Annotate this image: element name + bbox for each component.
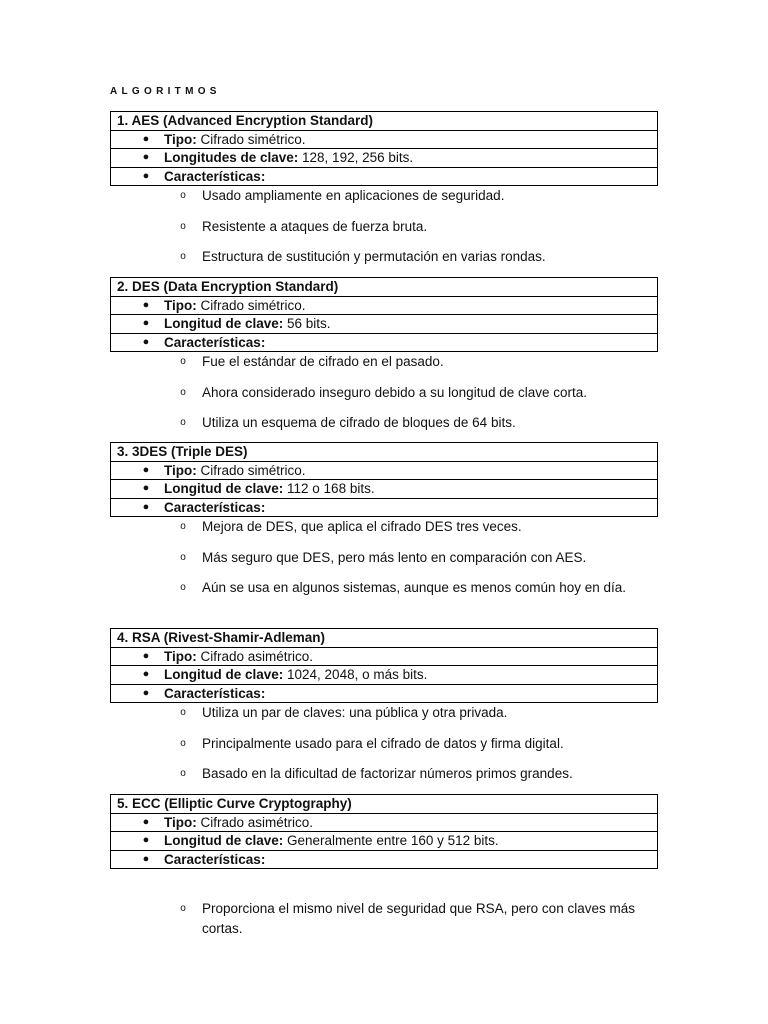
circle-bullet-icon: o <box>180 737 186 749</box>
caracteristicas-list <box>110 899 658 939</box>
tipo-label: Tipo: <box>164 814 197 830</box>
bullet-icon: ● <box>142 298 150 311</box>
list-item-text: Principalmente usado para el cifrado de datos y firma digital. <box>202 735 564 751</box>
list-item <box>110 247 658 267</box>
list-item-text: Basado en la dificultad de factorizar números primos grandes. <box>202 766 573 781</box>
bullet-icon: ● <box>142 151 150 163</box>
section-des <box>110 277 658 444</box>
clave-row <box>111 149 657 168</box>
circle-bullet-icon: o <box>180 521 186 532</box>
clave-row <box>111 315 657 334</box>
circle-bullet-icon: o <box>180 903 186 914</box>
bullet-icon: ● <box>142 834 150 846</box>
circle-bullet-icon: o <box>180 768 186 779</box>
list-item-text: Utiliza un esquema de cifrado de bloques de 64 bits. <box>202 415 516 430</box>
section-3des <box>110 442 658 609</box>
bullet-icon: ● <box>142 668 150 680</box>
clave-label: Longitud de clave: <box>164 833 284 848</box>
tipo-row <box>111 297 657 316</box>
list-item-text: Utiliza un par de claves: una pública y otra privada. <box>202 705 508 720</box>
caracteristicas-label: Características: <box>164 851 266 867</box>
list-item-text: Más seguro que DES, pero más lento en comparación con AES. <box>202 549 587 565</box>
section-table <box>110 794 658 869</box>
tipo-label: Tipo: <box>164 648 197 664</box>
caracteristicas-label: Características: <box>164 168 266 184</box>
list-item <box>110 517 658 537</box>
list-item <box>110 186 658 206</box>
tipo-value: Cifrado asimétrico. <box>196 814 314 830</box>
clave-value: 1024, 2048, o más bits. <box>283 667 428 682</box>
circle-bullet-icon: o <box>180 251 186 262</box>
list-item-text: Usado ampliamente en aplicaciones de seguridad. <box>202 188 505 203</box>
clave-label: Longitud de clave: <box>164 481 284 496</box>
circle-bullet-icon: o <box>180 356 186 367</box>
section-rsa <box>110 628 658 795</box>
section-ecc <box>110 794 658 950</box>
list-item-text: Resistente a ataques de fuerza bruta. <box>202 218 428 234</box>
circle-bullet-icon: o <box>180 220 186 232</box>
bullet-icon: ● <box>142 852 150 865</box>
list-item-text: Proporciona el mismo nivel de seguridad que RSA, pero con claves más cortas. <box>202 901 635 936</box>
circle-bullet-icon: o <box>180 582 186 593</box>
caracteristicas-row <box>111 851 657 869</box>
list-item-text: Mejora de DES, que aplica el cifrado DES tres veces. <box>202 519 522 534</box>
page-title: ALGORITMOS <box>110 86 221 97</box>
section-table <box>110 628 658 703</box>
bullet-icon: ● <box>142 169 150 182</box>
clave-row <box>111 480 657 499</box>
circle-bullet-icon: o <box>180 551 186 563</box>
clave-row <box>111 832 657 851</box>
clave-value: 128, 192, 256 bits. <box>298 150 414 165</box>
list-item-text: Fue el estándar de cifrado en el pasado. <box>202 354 444 369</box>
list-item <box>110 899 658 939</box>
caracteristicas-list <box>110 186 658 267</box>
tipo-row <box>111 131 657 150</box>
tipo-row <box>111 648 657 667</box>
section-aes <box>110 111 658 278</box>
section-heading: 5. ECC (Elliptic Curve Cryptography) <box>111 795 657 814</box>
list-item <box>110 217 658 237</box>
list-item <box>110 413 658 433</box>
list-item-text: Aún se usa en algunos sistemas, aunque es menos común hoy en día. <box>202 580 627 595</box>
tipo-label: Tipo: <box>164 131 197 147</box>
tipo-value: Cifrado asimétrico. <box>196 648 314 664</box>
section-heading: 2. DES (Data Encryption Standard) <box>111 278 657 297</box>
bullet-icon: ● <box>142 463 150 476</box>
bullet-icon: ● <box>142 500 150 513</box>
caracteristicas-row <box>111 499 657 517</box>
clave-value: Generalmente entre 160 y 512 bits. <box>283 833 499 848</box>
clave-row <box>111 666 657 685</box>
clave-label: Longitud de clave: <box>164 316 284 331</box>
section-heading: 4. RSA (Rivest-Shamir-Adleman) <box>111 629 657 648</box>
caracteristicas-row <box>111 168 657 186</box>
circle-bullet-icon: o <box>180 190 186 201</box>
caracteristicas-label: Características: <box>164 334 266 350</box>
tipo-label: Tipo: <box>164 297 197 313</box>
caracteristicas-list <box>110 703 658 784</box>
bullet-icon: ● <box>142 815 150 828</box>
list-item <box>110 352 658 372</box>
tipo-value: Cifrado simétrico. <box>196 131 306 147</box>
caracteristicas-row <box>111 334 657 352</box>
caracteristicas-list <box>110 352 658 433</box>
clave-label: Longitudes de clave: <box>164 150 299 165</box>
section-heading: 1. AES (Advanced Encryption Standard) <box>111 112 657 131</box>
list-item-text: Ahora considerado inseguro debido a su longitud de clave corta. <box>202 384 588 400</box>
section-table <box>110 442 658 517</box>
list-item <box>110 764 658 784</box>
clave-value: 56 bits. <box>283 316 331 331</box>
bullet-icon: ● <box>142 317 150 329</box>
tipo-value: Cifrado simétrico. <box>196 297 306 313</box>
circle-bullet-icon: o <box>180 417 186 428</box>
tipo-row <box>111 814 657 833</box>
bullet-icon: ● <box>142 649 150 662</box>
caracteristicas-label: Características: <box>164 685 266 701</box>
circle-bullet-icon: o <box>180 386 186 398</box>
bullet-icon: ● <box>142 482 150 494</box>
list-item <box>110 734 658 754</box>
tipo-value: Cifrado simétrico. <box>196 462 306 478</box>
list-item <box>110 578 658 598</box>
section-table <box>110 277 658 352</box>
section-heading: 3. 3DES (Triple DES) <box>111 443 657 462</box>
list-item-text: Estructura de sustitución y permutación en varias rondas. <box>202 249 546 264</box>
caracteristicas-list <box>110 517 658 598</box>
bullet-icon: ● <box>142 132 150 145</box>
bullet-icon: ● <box>142 686 150 699</box>
clave-label: Longitud de clave: <box>164 667 284 682</box>
caracteristicas-label: Características: <box>164 499 266 515</box>
tipo-row <box>111 462 657 481</box>
bullet-icon: ● <box>142 335 150 348</box>
tipo-label: Tipo: <box>164 462 197 478</box>
section-table <box>110 111 658 186</box>
circle-bullet-icon: o <box>180 707 186 718</box>
list-item <box>110 548 658 568</box>
caracteristicas-row <box>111 685 657 703</box>
list-item <box>110 383 658 403</box>
list-item <box>110 703 658 723</box>
clave-value: 112 o 168 bits. <box>283 481 375 496</box>
